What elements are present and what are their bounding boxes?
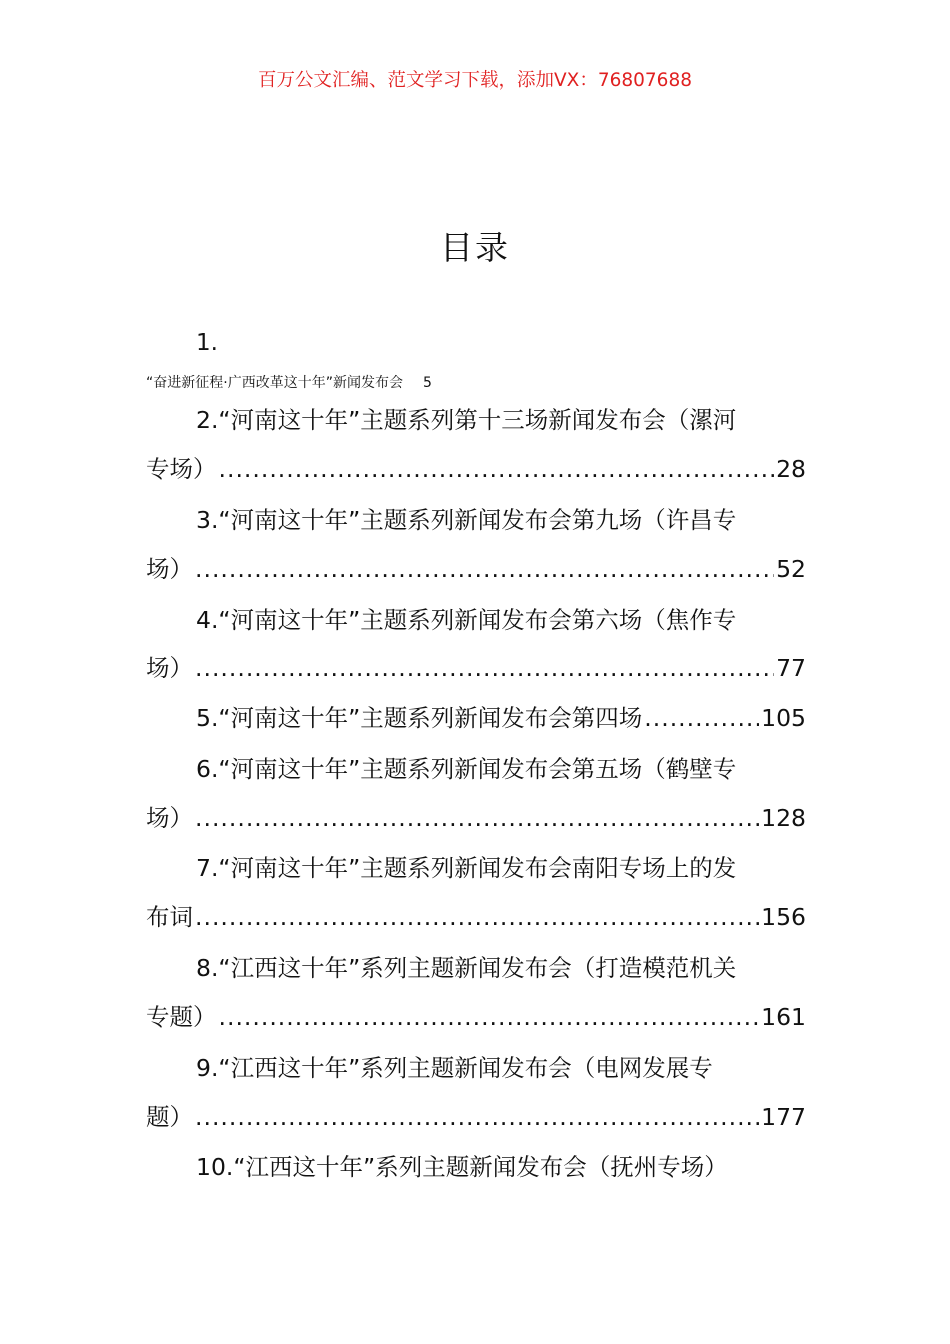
toc-entry-5[interactable] — [196, 701, 806, 735]
leader-dots — [219, 452, 775, 486]
toc-entry-7-line1[interactable]: 7.“河南这十年”主题系列新闻发布会南阳专场上的发 — [196, 854, 737, 882]
toc-entry-4-text: 场） — [146, 654, 193, 682]
leader-dots — [195, 801, 759, 835]
toc-entry-3-line1[interactable]: 3.“河南这十年”主题系列新闻发布会第九场（许昌专 — [196, 506, 737, 534]
toc-entry-6-text: 场） — [146, 804, 193, 832]
toc-entry-7-text: 布词 — [146, 903, 193, 931]
toc-entry-4-line1[interactable]: 4.“河南这十年”主题系列新闻发布会第六场（焦作专 — [196, 606, 737, 634]
toc-entry-10-line1[interactable]: 10.“江西这十年”系列主题新闻发布会（抚州专场） — [196, 1153, 728, 1181]
toc-entry-8-text: 专题） — [146, 1003, 217, 1031]
toc-entry-2-line1[interactable]: 2.“河南这十年”主题系列第十三场新闻发布会（漯河 — [196, 406, 737, 434]
toc-entry-8-line2[interactable] — [146, 1000, 806, 1034]
header-watermark-text: 百万公文汇编、范文学习下载，添加VX：76807688 — [258, 70, 692, 91]
leader-dots — [195, 552, 774, 586]
toc-entry-3-line2[interactable] — [146, 552, 806, 586]
toc-entry-6-line2[interactable] — [146, 801, 806, 835]
leader-dots — [195, 1100, 759, 1134]
toc-entry-1-page: 5 — [422, 375, 432, 391]
leader-dots — [644, 701, 759, 735]
toc-entry-8-line1[interactable]: 8.“江西这十年”系列主题新闻发布会（打造模范机关 — [196, 954, 737, 982]
toc-entry-1-number: 1. — [196, 330, 218, 356]
toc-entry-3-page: 52 — [776, 555, 806, 583]
toc-entry-5-page: 105 — [761, 704, 806, 732]
toc-entry-6-page: 128 — [761, 804, 806, 832]
toc-entry-7-line2[interactable] — [146, 900, 806, 934]
toc-entry-6-line1[interactable]: 6.“河南这十年”主题系列新闻发布会第五场（鹤壁专 — [196, 755, 737, 783]
toc-entry-4-page: 77 — [776, 654, 806, 682]
toc-entry-1[interactable] — [146, 372, 432, 392]
toc-entry-1-text: “奋进新征程·广西改革这十年”新闻发布会 — [146, 375, 403, 391]
toc-entry-9-line2[interactable] — [146, 1100, 806, 1134]
toc-entry-9-text: 题） — [146, 1103, 193, 1131]
toc-entry-2-line2[interactable] — [146, 452, 806, 486]
toc-entry-5-text: 5.“河南这十年”主题系列新闻发布会第四场 — [196, 704, 643, 732]
leader-dots — [195, 900, 759, 934]
toc-entry-7-page: 156 — [761, 903, 806, 931]
toc-entry-2-page: 28 — [776, 455, 806, 483]
toc-entry-8-page: 161 — [761, 1003, 806, 1031]
toc-entry-4-line2[interactable] — [146, 651, 806, 685]
toc-entry-9-page: 177 — [761, 1103, 806, 1131]
toc-entry-3-text: 场） — [146, 555, 193, 583]
leader-dots — [195, 651, 774, 685]
toc-entry-2-text: 专场） — [146, 455, 217, 483]
toc-entry-9-line1[interactable]: 9.“江西这十年”系列主题新闻发布会（电网发展专 — [196, 1054, 713, 1082]
page-title: 目录 — [440, 228, 510, 267]
leader-dots — [219, 1000, 760, 1034]
